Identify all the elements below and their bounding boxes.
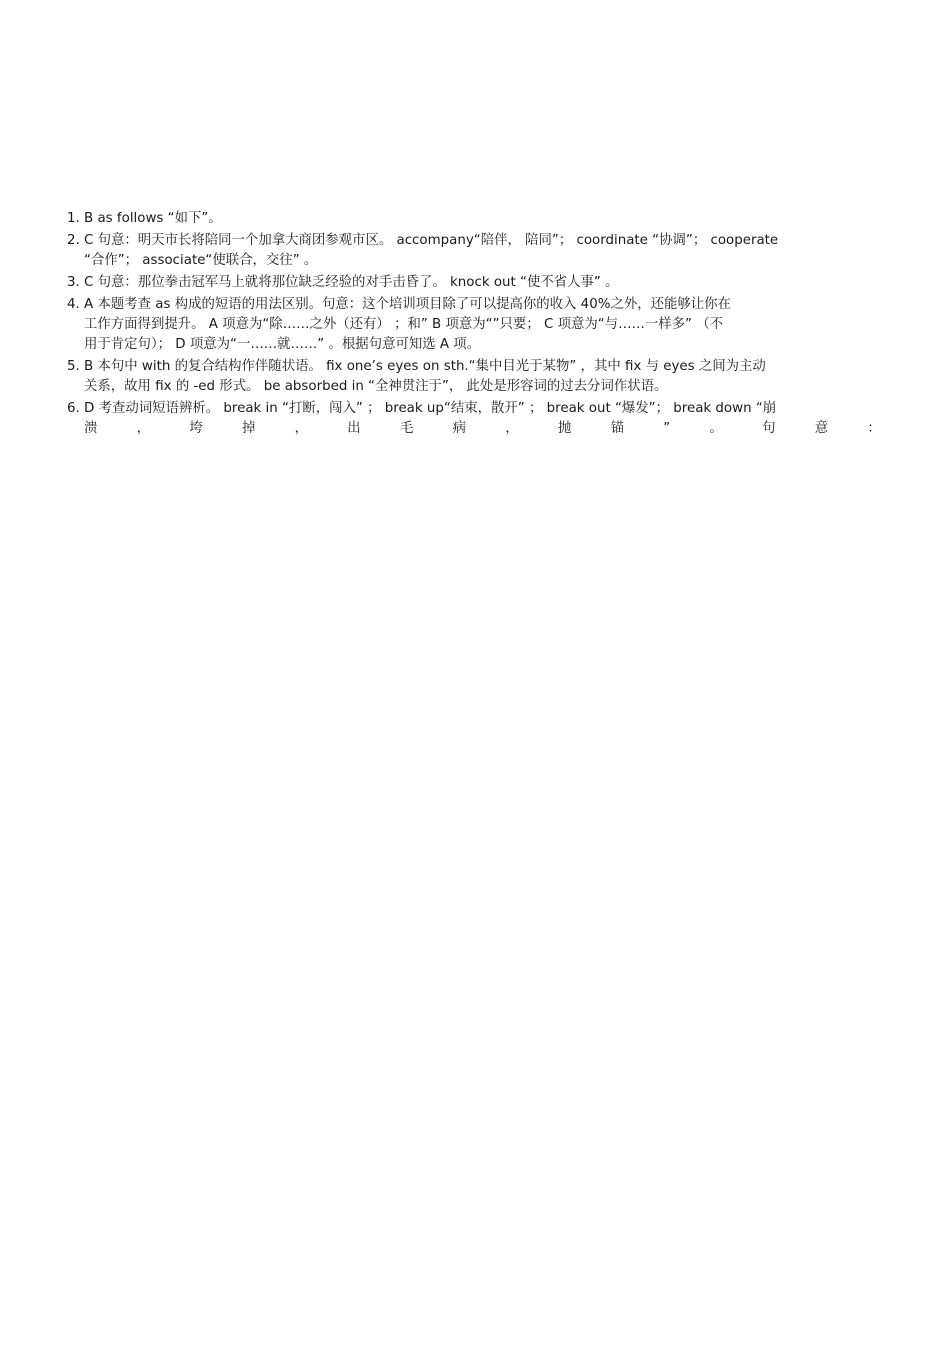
answer-line: “合作”； associate“使联合，交往” 。 bbox=[84, 253, 318, 268]
spread-char: ” bbox=[663, 421, 671, 436]
answer-line: 关系，故用 fix 的 -ed 形式。 be absorbed in “全神贯注于”， 此处是形容词的过去分词作状语。 bbox=[84, 379, 668, 394]
answer-item-1 bbox=[67, 209, 881, 229]
spread-char: ， bbox=[136, 421, 151, 436]
answer-line: 1. B as follows “如下”。 bbox=[67, 211, 222, 226]
answer-line: 工作方面得到提升。 A 项意为“除……之外（还有） ；和” B 项意为“”只要； C 项意为“与……一样多” （不 bbox=[84, 317, 723, 332]
answer-item-4 bbox=[67, 295, 881, 355]
spread-char: ， bbox=[505, 421, 519, 436]
answer-line: 用于肯定句）； D 项意为“一……就……” 。根据句意可知选 A 项。 bbox=[84, 337, 481, 352]
answer-line: 2. C 句意：明天市长将陪同一个加拿大商团参观市区。 accompany“陪伴， 陪同”； coordinate “协调”； cooperate bbox=[67, 233, 779, 248]
spread-char: 毛 bbox=[399, 421, 414, 436]
answer-item-2 bbox=[67, 231, 881, 271]
answer-explanations bbox=[67, 209, 881, 441]
answer-item-5 bbox=[67, 357, 881, 397]
answer-line: 5. B 本句中 with 的复合结构作伴随状语。 fix one’s eyes on sth.“集中目光于某物” ，其中 fix 与 eyes 之间为主动 bbox=[67, 359, 766, 374]
answer-line: 4. A 本题考查 as 构成的短语的用法区别。句意：这个培训项目除了可以提高你的收入 40%之外，还能够让你在 bbox=[67, 297, 731, 312]
spread-char: 出 bbox=[347, 421, 361, 436]
answer-item-6 bbox=[67, 399, 881, 439]
answer-line: 3. C 句意：那位拳击冠军马上就将那位缺乏经验的对手击昏了。 knock out “使不省人事” 。 bbox=[67, 275, 619, 290]
answer-item-3 bbox=[67, 273, 881, 293]
answer-spread-line bbox=[67, 419, 881, 439]
spread-char: 掉 bbox=[241, 421, 256, 436]
spread-char: ， bbox=[294, 421, 309, 436]
spread-char: 。 bbox=[709, 421, 723, 436]
spread-char: 句 bbox=[762, 421, 776, 436]
spread-char: 抛 bbox=[557, 421, 572, 436]
spread-char: 垮 bbox=[189, 421, 203, 436]
spread-char: 病 bbox=[452, 421, 466, 436]
spread-char: ： bbox=[867, 421, 881, 436]
answer-line: 6. D 考查动词短语辨析。 break in “打断，闯入” ； break up“结束，散开” ； break out “爆发”； break down “崩 bbox=[67, 401, 777, 416]
spread-char: 溃 bbox=[84, 421, 98, 436]
spread-char: 锚 bbox=[610, 421, 624, 436]
spread-char: 意 bbox=[814, 421, 829, 436]
